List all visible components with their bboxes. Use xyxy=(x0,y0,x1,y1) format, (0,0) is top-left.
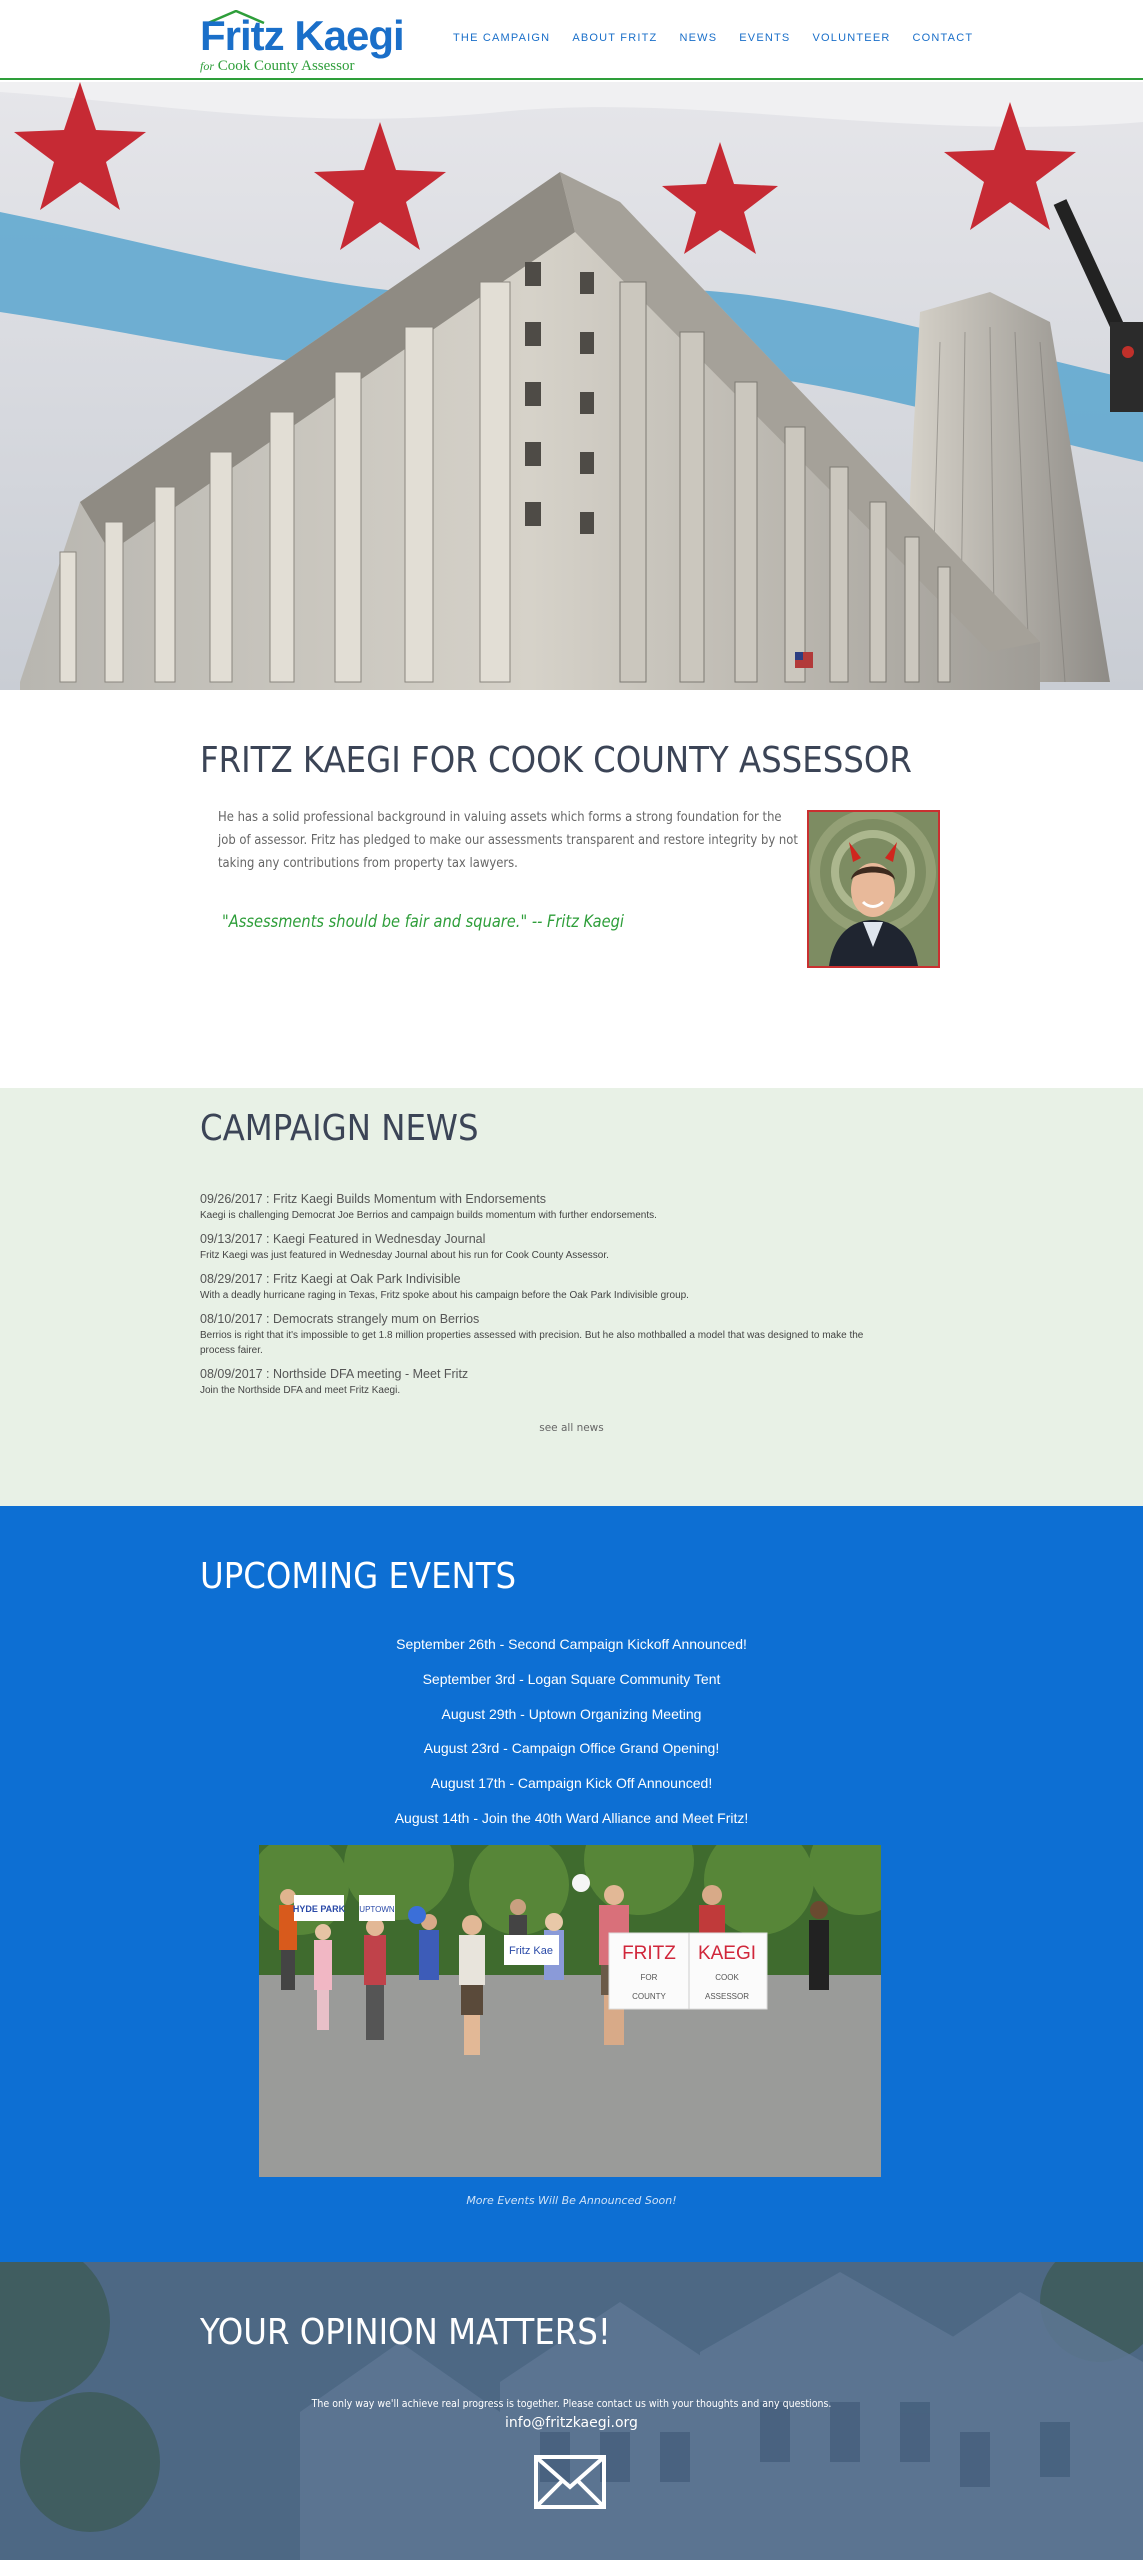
campaign-news-section xyxy=(0,1088,1143,1506)
sign-for: FOR xyxy=(640,1973,658,1982)
events-note: More Events Will Be Announced Soon! xyxy=(466,2194,677,2207)
news-list xyxy=(200,1190,880,1405)
news-headline-link[interactable]: 08/10/2017 : Democrats strangely mum on Berrios xyxy=(200,1312,480,1326)
about-title: FRITZ KAEGI FOR COOK COUNTY ASSESSOR xyxy=(200,740,912,781)
event-link[interactable]: August 14th - Join the 40th Ward Alliance and Meet Fritz! xyxy=(394,1809,749,1826)
news-summary: Join the Northside DFA and meet Fritz Kaegi. xyxy=(200,1385,401,1396)
about-section xyxy=(0,690,1143,1088)
sign-kaegi: KAEGI xyxy=(697,1943,757,1964)
events-title: UPCOMING EVENTS xyxy=(200,1556,517,1597)
news-item xyxy=(200,1310,880,1358)
news-headline-link[interactable]: 08/29/2017 : Fritz Kaegi at Oak Park Indivisible xyxy=(200,1272,461,1286)
news-item xyxy=(200,1365,880,1398)
event-link[interactable]: September 3rd - Logan Square Community Tent xyxy=(422,1670,721,1687)
about-text: He has a solid professional background in valuing assets which forms a strong foundation for the job of assessor. Fritz has pledged to make our assessments transparent and restore integrity by not taking any contributions from property tax lawyers. xyxy=(218,809,798,871)
parade-photo xyxy=(259,1845,881,2177)
news-summary: With a deadly hurricane raging in Texas, Fritz spoke about his campaign before the Oak Park Indivisible group. xyxy=(200,1290,689,1301)
nav-the-campaign[interactable]: THE CAMPAIGN xyxy=(453,32,551,44)
news-item xyxy=(200,1190,880,1223)
news-title: CAMPAIGN NEWS xyxy=(200,1108,479,1149)
news-item xyxy=(200,1270,880,1303)
sign-hyde-park: HYDE PARK xyxy=(292,1904,346,1914)
logo-sub-text: Cook County Assessor xyxy=(217,58,355,74)
news-summary: Berrios is right that it's impossible to get 1.8 million properties assessed with precision. But he also mothballed a model that was designed to make the process fairer. xyxy=(200,1330,864,1356)
event-link[interactable]: September 26th - Second Campaign Kickoff Announced! xyxy=(396,1636,747,1652)
opinion-section xyxy=(0,2262,1143,2560)
nav-contact[interactable]: CONTACT xyxy=(912,32,974,44)
news-headline-link[interactable]: 09/13/2017 : Kaegi Featured in Wednesday Journal xyxy=(200,1232,486,1246)
news-summary: Fritz Kaegi was just featured in Wednesday Journal about his run for Cook County Assessor. xyxy=(200,1250,609,1261)
site-logo[interactable] xyxy=(200,10,425,72)
site-header xyxy=(0,0,1143,80)
city-hall-flag-image xyxy=(0,82,1143,690)
event-list xyxy=(0,1634,1143,1843)
sign-assessor: ASSESSOR xyxy=(704,1992,750,2001)
nav-about-fritz[interactable]: ABOUT FRITZ xyxy=(572,32,658,44)
logo-sub-for: for xyxy=(200,59,215,73)
sign-cook: COOK xyxy=(715,1973,739,1982)
see-all-news-link[interactable]: see all news xyxy=(539,1422,604,1434)
sign-uptown: UPTOWN xyxy=(359,1905,395,1914)
news-item xyxy=(200,1230,880,1263)
campaign-quote: "Assessments should be fair and square." -- Fritz Kaegi xyxy=(222,912,624,932)
upcoming-events-section xyxy=(0,1506,1143,2262)
nav-events[interactable]: EVENTS xyxy=(739,32,791,44)
event-link[interactable]: August 23rd - Campaign Office Grand Opening! xyxy=(423,1740,720,1757)
logo-title: Fritz Kaegi xyxy=(200,12,404,59)
sign-fritz-small: Fritz Kae xyxy=(508,1945,554,1957)
main-nav xyxy=(453,32,995,44)
logo-subtitle xyxy=(200,58,354,74)
event-link[interactable]: August 29th - Uptown Organizing Meeting xyxy=(441,1705,702,1722)
news-headline-link[interactable]: 09/26/2017 : Fritz Kaegi Builds Momentum with Endorsements xyxy=(200,1192,547,1206)
mail-icon[interactable] xyxy=(534,2455,606,2509)
nav-volunteer[interactable]: VOLUNTEER xyxy=(812,32,891,44)
opinion-text: The only way we'll achieve real progress is together. Please contact us with your thoughts and any questions. xyxy=(311,2397,832,2410)
sign-fritz: FRITZ xyxy=(622,1943,676,1964)
sign-county: COUNTY xyxy=(632,1992,666,2001)
news-headline-link[interactable]: 08/09/2017 : Northside DFA meeting - Meet Fritz xyxy=(200,1367,469,1381)
nav-news[interactable]: NEWS xyxy=(679,32,718,44)
news-summary: Kaegi is challenging Democrat Joe Berrios and campaign builds momentum with further endorsements. xyxy=(200,1210,657,1221)
opinion-title: YOUR OPINION MATTERS! xyxy=(200,2312,611,2353)
candidate-portrait xyxy=(807,810,940,968)
hero-image xyxy=(0,82,1143,690)
contact-email-link[interactable]: info@fritzkaegi.org xyxy=(505,2415,638,2431)
event-link[interactable]: August 17th - Campaign Kick Off Announced! xyxy=(430,1775,713,1792)
houses-background-image xyxy=(0,2262,1143,2560)
